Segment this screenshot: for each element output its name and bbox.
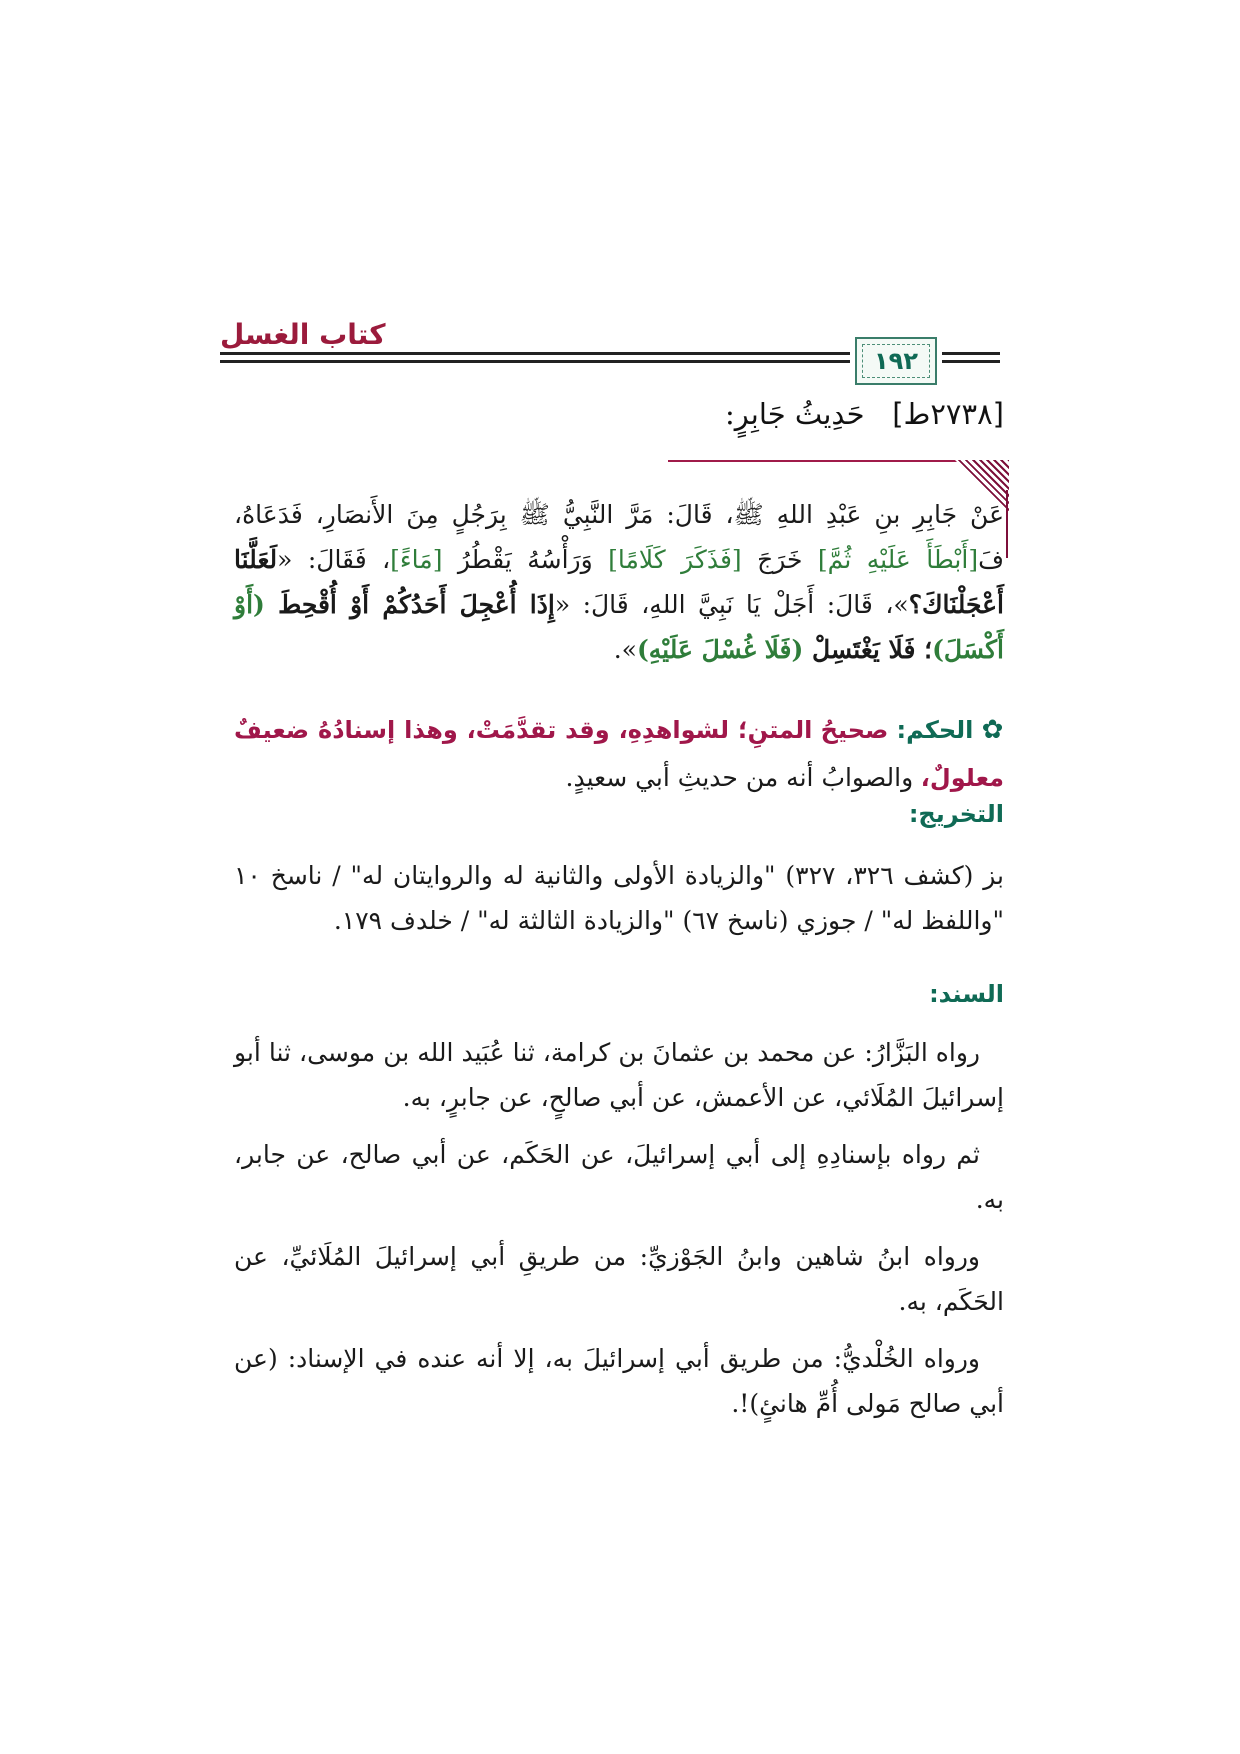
ruling-text: صحيحُ المتنِ؛ لشواهدِهِ، وقد تقدَّمَتْ، وهذا إسنادُهُ ضعيفٌ معلولٌ، [234, 716, 1004, 792]
hadith-matn [234, 492, 1004, 672]
takhrij-text: بز (كشف ٣٢٦، ٣٢٧) "والزيادة الأولى والثانية له والروايتان له" / ناسخ ١٠ "واللفظ له" / جوزي (ناسخ ٦٧) "والزيادة الثالثة له" / خلدف ١٧٩. [234, 861, 1004, 935]
header-rule [942, 352, 1000, 355]
sanad-paragraph: ورواه ابنُ شاهين وابنُ الجَوْزيِّ: من طريقِ أبي إسرائيلَ المُلَائيِّ، عن الحَكَم، به. [234, 1242, 1004, 1316]
sanad-heading: السند: [929, 980, 1004, 1008]
sanad-paragraph: ورواه الخُلْديُّ: من طريق أبي إسرائيلَ به، إلا أنه عنده في الإسناد: (عن أبي صالح مَولى أُمِّ هانئٍ)!. [234, 1344, 1004, 1418]
matn-addition: [مَاءً] [390, 545, 443, 574]
matn-addition: [فَذَكَرَ كَلَامًا] [608, 545, 742, 574]
matn-text: عَنْ جَابِرِ بنِ عَبْدِ اللهِ ﷺ، قَالَ: مَرَّ النَّبِيُّ ﷺ بِرَجُلٍ مِنَ الأَنصَارِ، فَدَعَاهُ، فَ [234, 500, 1004, 574]
ruling [234, 706, 1004, 802]
hadith-heading [725, 397, 1004, 431]
matn-prophetic-speech: ؛ فَلَا يَغْتَسِلْ [803, 635, 933, 664]
matn-text: وَرَأْسُهُ يَقْطُرُ [442, 545, 609, 574]
book-title: كتاب الغسل [220, 318, 386, 351]
header-rule [220, 352, 850, 355]
hadith-title: حَدِيثُ جَابِرٍ: [725, 397, 865, 431]
matn-text: خَرَجَ [741, 545, 818, 574]
matn-text: ، فَقَالَ: « [277, 545, 391, 574]
matn-addition: (فَلَا غُسْلَ عَلَيْهِ) [636, 635, 804, 664]
matn-text: ». [613, 635, 637, 664]
header-rule [220, 360, 850, 363]
decorative-side-line [1006, 490, 1008, 558]
flower-icon: ✿ [981, 715, 1004, 745]
matn-prophetic-speech: إِذَا أُعْجِلَ أَحَدُكُمْ أَوْ أُقْحِطَ [264, 590, 555, 619]
page-number: ١٩٢ [862, 344, 930, 378]
ruling-continuation: والصوابُ أنه من حديثِ أبي سعيدٍ. [565, 763, 914, 792]
takhrij-heading: التخريج: [908, 800, 1004, 828]
header-rule [942, 360, 1000, 363]
matn-text: »، قَالَ: أَجَلْ يَا نَبِيَّ اللهِ، قَالَ: « [554, 590, 909, 619]
sanad-paragraph: رواه البَزَّارُ: عن محمد بن عثمانَ بن كرامة، ثنا عُبَيد الله بن موسى، ثنا أبو إسرائيلَ المُلَائي، عن الأعمش، عن أبي صالحٍ، عن جابرٍ، به. [234, 1038, 1004, 1112]
matn-prophetic-speech: لَعَلَّنَا أَعْجَلْنَاكَ؟ [234, 545, 1004, 619]
ruling-label: الحكم: [896, 716, 974, 744]
sanad-paragraph: ثم رواه بإسنادِهِ إلى أبي إسرائيلَ، عن الحَكَم، عن أبي صالح، عن جابر، به. [234, 1140, 1004, 1214]
page-number-frame [855, 337, 937, 385]
hadith-number: [٢٧٣٨ط] [892, 397, 1004, 431]
matn-addition: (أَوْ أَكْسَلَ) [234, 590, 1004, 664]
decorative-line [668, 460, 968, 462]
matn-addition: [أَبْطَأَ عَلَيْهِ ثُمَّ] [817, 545, 979, 574]
